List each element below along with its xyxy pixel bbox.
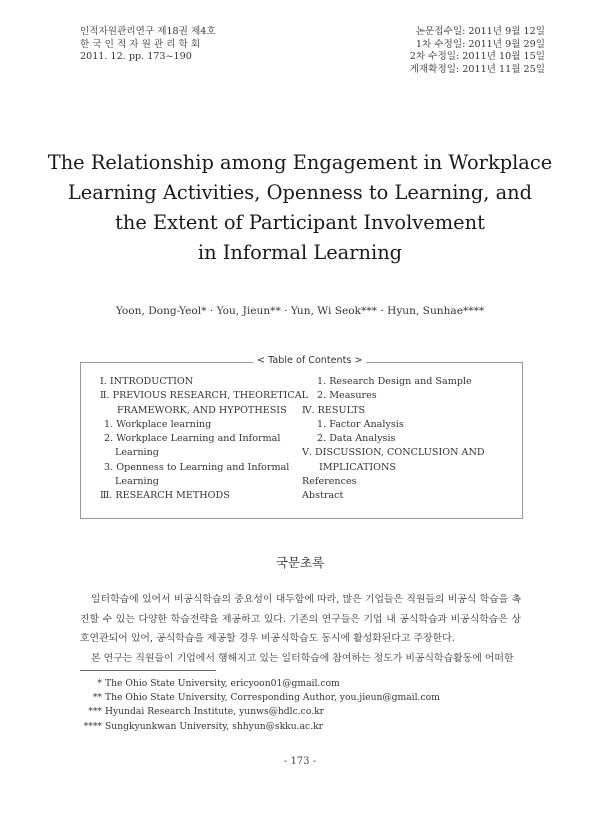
paper-title: [40, 148, 560, 268]
page-number: - 173 -: [283, 756, 317, 767]
title-line: in Informal Learning: [197, 241, 403, 264]
revision1-date: 1차 수정일: 2011년 9월 29일: [415, 38, 545, 50]
toc-item: FRAMEWORK, AND HYPOTHESIS: [117, 404, 287, 416]
toc-label: < Table of Contents >: [253, 355, 366, 366]
journal-pages: 2011. 12. pp. 173~190: [80, 51, 192, 63]
toc-item: References: [302, 476, 357, 488]
toc-item: Ⅱ. PREVIOUS RESEARCH, THEORETICAL: [100, 390, 309, 402]
abstract-paragraph: 본 연구는 직원들이 기업에서 행해지고 있는 일터학습에 참여하는 정도가 비공식학습활동에 어떠한: [91, 652, 514, 664]
journal-info: [80, 26, 216, 64]
footnote-mark: ***: [88, 706, 102, 718]
toc-item: Ⅴ. DISCUSSION, CONCLUSION AND: [302, 447, 485, 459]
toc-right-column: [302, 375, 485, 504]
footnote-mark: **: [92, 692, 102, 704]
footnote-divider: [80, 670, 216, 671]
footnote: [78, 705, 440, 719]
footnote: [78, 691, 440, 705]
footnote: [78, 677, 440, 691]
footnote-mark: *: [97, 678, 102, 689]
toc-item: IMPLICATIONS: [319, 461, 396, 473]
toc-item: Ⅰ. INTRODUCTION: [100, 376, 194, 387]
toc-item: Ⅲ. RESEARCH METHODS: [100, 490, 230, 502]
toc-item: 1. Factor Analysis: [317, 418, 404, 430]
journal-society: 한 국 인 적 자 원 관 리 학 회: [80, 38, 201, 50]
footnote-text: The Ohio State University, ericyoon01@gmail.com: [105, 678, 340, 689]
accepted-date: 게재확정일: 2011년 11월 25일: [409, 63, 545, 75]
title-line: the Extent of Participant Involvement: [115, 211, 485, 234]
toc-item: 1. Workplace learning: [104, 418, 212, 430]
footnote-text: The Ohio State University, Corresponding Author, you.jieun@gmail.com: [105, 692, 440, 704]
toc-item: 3. Openness to Learning and Informal: [104, 461, 290, 473]
toc-item: 2. Measures: [317, 390, 377, 402]
title-line: The Relationship among Engagement in Workplace: [47, 151, 553, 174]
footnote-text: Sungkyunkwan University, shhyun@skku.ac.kr: [105, 720, 324, 732]
toc-item: Abstract: [302, 490, 344, 502]
toc-item: 2. Workplace Learning and Informal: [104, 433, 281, 445]
toc-left-column: [100, 375, 308, 504]
revision2-date: 2차 수정일: 2011년 10월 15일: [409, 51, 545, 63]
footnote: [78, 720, 440, 734]
abstract-paragraph: 일터학습에 있어서 비공식학습의 중요성이 대두함에 따라, 많은 기업들은 직원들의 비공식 학습을 촉진할 수 있는 다양한 학습전략을 제공하고 있다. 기존의 연구들은 기업 내 공식학습과 비공식학습은 상호연관되어 있어, 공식학습을 제공할 경우 비공식학습도 동시에 활성화된다고 주장한다.: [80, 594, 521, 644]
submission-dates: [395, 26, 545, 76]
toc-item: Ⅳ. RESULTS: [302, 404, 366, 416]
abstract-heading: 국문초록: [275, 555, 325, 570]
toc-item: 2. Data Analysis: [317, 433, 396, 445]
footnote-text: Hyundai Research Institute, yunws@hdlc.co.kr: [105, 706, 325, 718]
journal-volume: 인적자원관리연구 제18권 제4호: [80, 26, 216, 37]
abstract-body: [80, 590, 521, 668]
toc-item: Learning: [115, 476, 159, 488]
footnotes: [78, 677, 440, 734]
title-line: Learning Activities, Openness to Learning, and: [67, 181, 533, 204]
toc-item: 1. Research Design and Sample: [317, 376, 472, 387]
received-date: 논문접수일: 2011년 9월 12일: [415, 26, 545, 37]
footnote-mark: ****: [83, 720, 102, 732]
author-list: Yoon, Dong-Yeol* · You, Jieun** · Yun, Wi Seok*** · Hyun, Sunhae****: [115, 305, 485, 317]
toc-item: Learning: [115, 447, 159, 459]
